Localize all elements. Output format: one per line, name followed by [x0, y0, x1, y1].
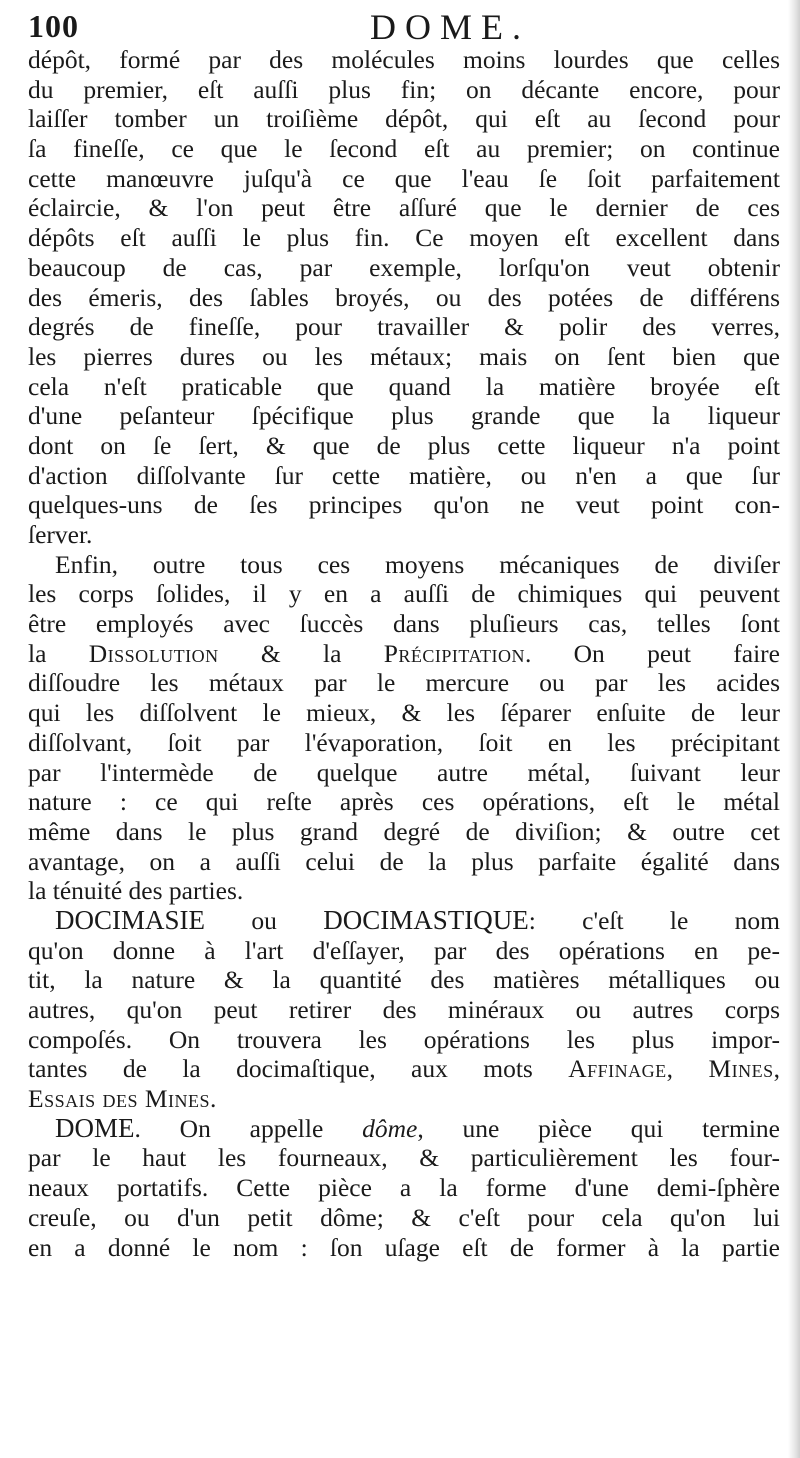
- text-fragment: : c'eſt le nom: [528, 905, 780, 935]
- text-line: [28, 639, 780, 669]
- text-line: être employés avec ſuccès dans pluſieurs cas, telles ſont: [28, 609, 780, 639]
- italic-term-dome: dôme: [362, 1113, 418, 1143]
- text-line: les pierres dures ou les métaux; mais on ſent bien que: [28, 341, 780, 371]
- text-line: qu'on donne à l'art d'eſſayer, par des opérations en pe-: [28, 935, 780, 965]
- text-line: quelques-uns de ſes principes qu'on ne veut point con-: [28, 490, 780, 520]
- text-line: éclaircie, & l'on peut être aſſuré que le dernier de ces: [28, 193, 780, 223]
- text-line: autres, qu'on peut retirer des minéraux ou autres corps: [28, 995, 780, 1024]
- text-line: creuſe, ou d'un petit dôme; & c'eſt pour cela qu'on lui: [28, 1202, 780, 1232]
- text-line: diſſolvant, ſoit par l'évaporation, ſoit en les précipitant: [28, 727, 780, 757]
- body-text: [28, 45, 780, 1262]
- text-line: par le haut les fourneaux, & particulièrement les four-: [28, 1143, 780, 1173]
- text-line: par l'intermède de quelque autre métal, ſuivant leur: [28, 757, 780, 787]
- text-line: même dans le plus grand degré de diviſion; & outre cet: [28, 816, 780, 846]
- text-line: dépôt, formé par des molécules moins lourdes que celles: [28, 45, 780, 74]
- text-fragment: , une pièce qui termine: [417, 1113, 781, 1143]
- text-fragment: ,: [666, 1054, 709, 1084]
- text-line: des émeris, des ſables broyés, ou des potées de différens: [28, 282, 780, 312]
- text-line: les corps ſolides, il y en a auſſi de chimiques qui peuvent: [28, 579, 780, 609]
- text-line: ſa fineſſe, ce que le ſecond eſt au premier; on continue: [28, 134, 780, 164]
- text-line: compoſés. On trouvera les opérations les plus impor-: [28, 1024, 780, 1054]
- text-line: cette manœuvre juſqu'à ce que l'eau ſe ſoit parfaitement: [28, 163, 780, 193]
- text-line: qui les diſſolvent le mieux, & les ſéparer enſuite de leur: [28, 698, 780, 728]
- text-line: dont on ſe ſert, & que de plus cette liqueur n'a point: [28, 430, 780, 460]
- cross-reference-precipitation: Précipitation: [383, 638, 525, 668]
- text-fragment: tantes de la docimaſtique, aux mots: [28, 1054, 569, 1084]
- text-line: d'action diſſolvante ſur cette matière, ou n'en a que ſur: [28, 460, 780, 490]
- text-line: avantage, on a auſſi celui de la plus parfaite égalité dans: [28, 846, 780, 876]
- text-line: du premier, eſt auſſi plus fin; on décante encore, pour: [28, 74, 780, 104]
- page-number: 100: [28, 8, 79, 44]
- text-line: en a donné le nom : ſon uſage eſt de former à la partie: [28, 1232, 780, 1262]
- text-fragment: . On appelle: [134, 1113, 363, 1143]
- running-head: DOME.: [370, 7, 530, 47]
- text-line: d'une peſanteur ſpécifique plus grande que la liqueur: [28, 401, 780, 431]
- text-fragment: la: [28, 638, 89, 668]
- text-fragment: . On peut faire: [524, 638, 780, 668]
- text-line: nature : ce qui reſte après ces opérations, eſt le métal: [28, 787, 780, 817]
- text-line: neaux portatifs. Cette pièce a la forme d'une demi-ſphère: [28, 1173, 780, 1203]
- text-fragment: & la: [218, 638, 384, 668]
- page-header: [28, 6, 768, 46]
- cross-reference-essais-des-mines: Essais des Mines.: [28, 1084, 217, 1114]
- text-line: la ténuité des parties.: [28, 876, 244, 906]
- text-line: [28, 906, 780, 936]
- text-line: ſerver.: [28, 520, 93, 549]
- page-edge-shadow: [788, 0, 800, 1458]
- text-line: beaucoup de cas, par exemple, lorſqu'on veut obtenir: [28, 252, 780, 282]
- text-fragment: ,: [773, 1054, 781, 1084]
- text-line: dépôts eſt auſſi le plus fin. Ce moyen eſt excellent dans: [28, 223, 780, 253]
- text-line: [28, 1054, 780, 1084]
- text-line: diſſoudre les métaux par le mercure ou par les acides: [28, 668, 780, 698]
- entry-heading-docimastique: DOCIMASTIQUE: [323, 904, 529, 935]
- cross-reference-dissolution: Dissolution: [88, 638, 219, 668]
- entry-heading-dome: DOME: [55, 1112, 135, 1143]
- text-line: degrés de fineſſe, pour travailler & polir des verres,: [28, 312, 780, 342]
- text-line: [28, 1114, 780, 1144]
- text-line: Enfin, outre tous ces moyens mécaniques de diviſer: [55, 549, 780, 579]
- text-line: laiſſer tomber un troiſième dépôt, qui eſt au ſecond pour: [28, 104, 780, 134]
- entry-heading-docimasie: DOCIMASIE: [55, 904, 206, 935]
- text-line: cela n'eſt praticable que quand la matière broyée eſt: [28, 371, 780, 401]
- cross-reference-affinage: Affinage: [568, 1054, 667, 1084]
- cross-reference-mines: Mines: [708, 1054, 774, 1084]
- text-fragment: ou: [205, 905, 324, 935]
- text-line: tit, la nature & la quantité des matières métalliques ou: [28, 965, 780, 995]
